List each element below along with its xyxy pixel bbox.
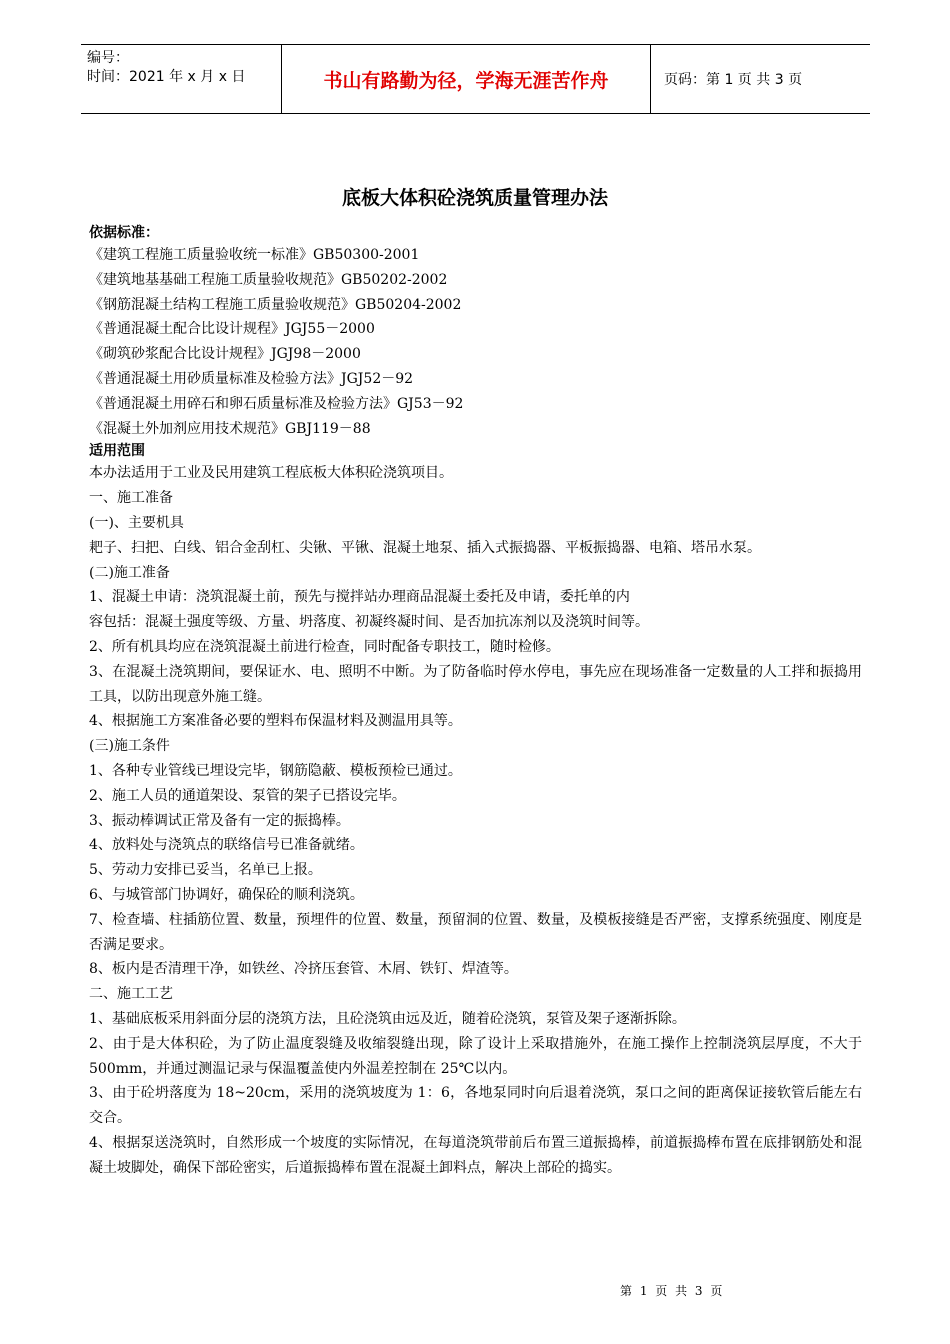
document-date-label: 时间：2021 年 x 月 x 日	[87, 69, 246, 85]
header-page-label: 页码：第 1 页 共 3 页	[664, 72, 803, 88]
body-line: 容包括：混凝土强度等级、方量、坍落度、初凝终凝时间、是否加抗冻剂以及浇筑时间等。	[89, 614, 649, 631]
document-title: 底板大体积砼浇筑质量管理办法	[341, 187, 608, 209]
body-line: (二)施工准备	[89, 564, 170, 581]
body-line: 《普通混凝土用砂质量标准及检验方法》JGJ52－92	[89, 370, 414, 387]
body-line: 1、混凝土申请：浇筑混凝土前，预先与搅拌站办理商品混凝土委托及申请，委托单的内	[89, 589, 630, 606]
body-line: 3、振动棒调试正常及备有一定的振捣棒。	[89, 812, 350, 829]
body-line: 4、根据施工方案准备必要的塑料布保温材料及测温用具等。	[89, 713, 462, 730]
body-line: 7、检查墙、柱插筋位置、数量，预埋件的位置、数量，预留洞的位置、数量，及模板接缝是否严密，支撑系统强度、刚度是否满足要求。	[89, 911, 862, 953]
body-line: 6、与城管部门协调好，确保砼的顺利浇筑。	[89, 886, 364, 903]
body-line: 《砌筑砂浆配合比设计规程》JGJ98－2000	[89, 346, 361, 363]
body-line: 3、在混凝土浇筑期间，要保证水、电、照明不中断。为了防备临时停水停电，事先应在现场准备一定数量的人工拌和振捣用工具，以防出现意外施工缝。	[89, 663, 862, 705]
body-line: 4、根据泵送浇筑时，自然形成一个坡度的实际情况，在每道浇筑带前后布置三道振捣棒，前道振捣棒布置在底排钢筋处和混凝土坡脚处，确保下部砼密实，后道振捣棒布置在混凝土卸料点，解决上部砼的捣实。	[89, 1134, 862, 1176]
body-line: 本办法适用于工业及民用建筑工程底板大体积砼浇筑项目。	[89, 465, 453, 482]
body-line: 耙子、扫把、白线、铝合金刮杠、尖锹、平锹、混凝土地泵、插入式振捣器、平板振捣器、电箱、塔吊水泵。	[89, 539, 761, 556]
body-line: 8、板内是否清理干净，如铁丝、冷挤压套管、木屑、铁钉、焊渣等。	[89, 961, 518, 978]
body-line: 《建筑工程施工质量验收统一标准》GB50300-2001	[89, 247, 420, 263]
body-line: 4、放料处与浇筑点的联络信号已准备就绪。	[89, 837, 364, 854]
body-line: (三)施工条件	[89, 738, 170, 755]
body-line: 《普通混凝土配合比设计规程》JGJ55－2000	[89, 321, 375, 338]
body-line: 2、由于是大体积砼，为了防止温度裂缝及收缩裂缝出现，除了设计上采取措施外，在施工操作上控制浇筑层厚度，不大于 500mm，并通过测温记录与保温覆盖使内外温差控制在 25℃以内。	[89, 1035, 862, 1077]
section-heading: 依据标准：	[89, 225, 159, 241]
section-heading: 适用范围	[89, 443, 145, 460]
body-line: 二、施工工艺	[89, 986, 173, 1003]
body-line: 1、各种专业管线已埋设完毕，钢筋隐蔽、模板预检已通过。	[89, 762, 462, 779]
body-line: 1、基础底板采用斜面分层的浇筑方法，且砼浇筑由远及近，随着砼浇筑，泵管及架子逐渐拆除。	[89, 1010, 686, 1027]
body-line: 5、劳动力安排已妥当，名单已上报。	[89, 862, 322, 879]
header-motto: 书山有路勤为径，学海无涯苦作舟	[281, 45, 651, 113]
body-line: 《建筑地基基础工程施工质量验收规范》GB50202-2002	[89, 271, 448, 288]
body-line: 《钢筋混凝土结构工程施工质量验收规范》GB50204-2002	[89, 296, 462, 313]
body-line: 《混凝土外加剂应用技术规范》GBJ119－88	[89, 420, 371, 437]
document-number-label: 编号：	[87, 50, 129, 66]
body-line: 3、由于砼坍落度为 18~20cm，采用的浇筑坡度为 1：6，各地泵同时向后退着浇筑，泵口之间的距离保证接软管后能左右交合。	[89, 1085, 862, 1127]
body-line: 2、所有机具均应在浇筑混凝土前进行检查，同时配备专职技工，随时检修。	[89, 638, 560, 655]
body-line: (一)、主要机具	[89, 514, 184, 531]
page-footer: 第 1 页 共 3 页	[620, 1284, 725, 1298]
header-table	[81, 44, 870, 114]
body-line: 2、施工人员的通道架设、泵管的架子已搭设完毕。	[89, 787, 406, 804]
body-line: 一、施工准备	[89, 490, 173, 507]
body-line: 《普通混凝土用碎石和卵石质量标准及检验方法》GJ53－92	[89, 395, 464, 412]
document-body	[89, 223, 862, 1180]
header-meta	[81, 45, 281, 113]
